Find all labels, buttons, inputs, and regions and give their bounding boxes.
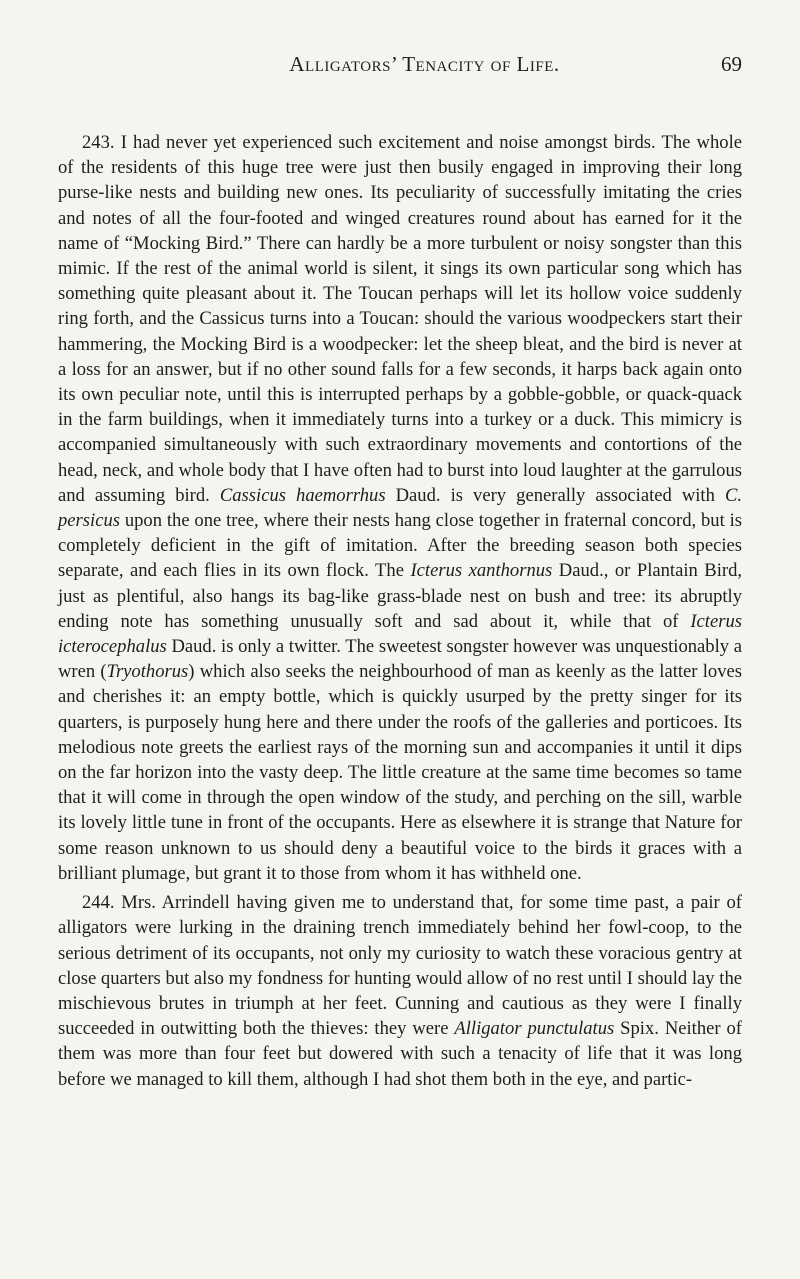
species-name: C. persicus — [58, 484, 743, 532]
paragraph-number: 244. — [82, 892, 115, 914]
species-name: Cassicus haemorrhus — [219, 484, 386, 506]
paragraph-number: 243. — [82, 132, 115, 153]
species-name: Tryothorus — [106, 661, 189, 683]
text-segment: I had never yet experienced such excitement and noise amongst birds. The whole of the residents of this huge tree were just then busily engaged in improving their long purse-like nests and building new ones. Its peculiarity of successfully imitating the cries and notes of all the four-footed and winged creatures round about has earned for it the name of “Mocking Bird.” There can hardly be a more turbulent or noisy songster than this mimic. If the rest of the animal world is silent, it sings its own particular song which has something quite pleasant about it. The Toucan perhaps will let its hollow voice suddenly ring forth, and the Cassicus turns into a Toucan: should the various woodpeckers start their hammering, the Mocking Bird is a woodpecker: let the sheep bleat, and the bird is never at a loss for an answer, but if no other sound falls for a few seconds, it harps back again onto its own peculiar note, until this is interrupted perhaps by a gobble-gobble, or quack-quack in the farm buildings, when it immediately turns into a turkey or a duck. This mimicry is accompanied simultaneously with such extraordinary movements and contortions of the head, neck, and whole body that I have often had to burst into loud laughter at the garrulous and assuming bird. — [58, 132, 742, 506]
species-name: Icterus xanthornus — [410, 560, 553, 582]
text-segment: Spix. Neither of them was more than four feet but dowered with such a tenacity of life that it was long before we managed to kill them, although I had shot them both in the eye, and partic- — [58, 1018, 742, 1090]
text-segment: upon the one tree, where their nests hang close together in fraternal concord, but is completely deficient in the gift of imitation. After the breeding season both species separate, and each flies in its own flock. The — [58, 510, 742, 582]
paragraph-243 — [58, 130, 742, 886]
running-title: Alligators’ Tenacity of Life. — [289, 52, 560, 76]
page-number: 69 — [721, 52, 742, 76]
species-name: Alligator punctulatus — [454, 1018, 615, 1040]
species-name: Icterus icterocephalus — [58, 610, 742, 658]
running-head — [58, 52, 742, 112]
text-segment: Daud. is very generally associated with — [385, 484, 725, 506]
text-segment: ) which also seeks the neighbourhood of man as keenly as the latter loves and cherishes it: an empty bottle, which is quickly usurped by the pretty singer for its quarters, is purposely hung here and there under the roofs of the galleries and porticoes. Its melodious note greets the earliest rays of the morning sun and accompanies it until it dips on the far horizon into the vasty deep. The little creature at the same time becomes so tame that it will come in through the open window of the study, and perching on the sill, warble its lovely little tune in front of the occupants. Here as elsewhere it is strange that Nature for some reason unknown to us should deny a beautiful voice to the birds it graces with a brilliant plumage, but grant it to those from whom it has withheld one. — [58, 661, 742, 884]
paragraph-244 — [58, 890, 742, 1092]
text-segment: Mrs. Arrindell having given me to understand that, for some time past, a pair of alligators were lurking in the draining trench immediately behind her fowl-coop, to the serious detriment of its occupants, not only my curiosity to watch these voracious gentry at close quarters but also my fondness for hunting would allow of no rest until I should lay the mischievous brutes in triumph at her feet. Cunning and cautious as they were I finally succeeded in outwitting both the thieves: they were — [58, 892, 742, 1040]
text-segment: Daud. is only a twitter. The sweetest songster however was unquestionably a wren ( — [58, 636, 742, 683]
body-text — [58, 130, 742, 1092]
text-segment: Daud., or Plantain Bird, just as plentiful, also hangs its bag-like grass-blade nest on bush and tree: its abruptly ending note has something unusually soft and sad about it, while that of — [58, 560, 743, 632]
